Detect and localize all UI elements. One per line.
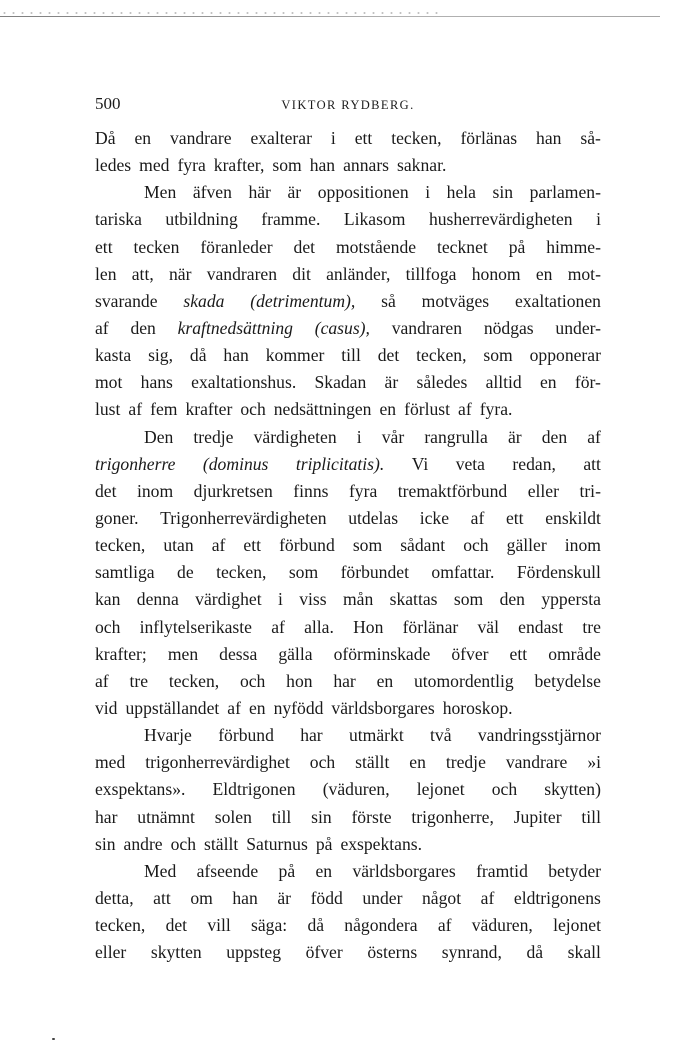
italic-word: (detrimentum),	[250, 290, 356, 311]
word: i	[596, 209, 601, 230]
word: det	[165, 915, 188, 936]
word: framme.	[261, 209, 321, 230]
word: alla.	[304, 616, 334, 637]
word: ledes	[95, 155, 132, 176]
word: förlänas	[460, 128, 518, 148]
italic-word: (casus),	[314, 317, 370, 338]
word: tecken,	[95, 535, 146, 556]
word: krafter,	[213, 155, 265, 176]
word: vandringsstjärnor	[477, 725, 601, 746]
word: att	[153, 887, 171, 908]
word: utdelas	[348, 507, 399, 528]
word: Hon	[353, 616, 384, 637]
word: framtid	[476, 860, 528, 881]
word: vår	[381, 426, 405, 447]
word: (väduren,	[322, 779, 390, 800]
word: vandraren	[206, 263, 278, 284]
text-line	[95, 396, 601, 423]
word: hans	[140, 372, 173, 393]
word: är	[384, 372, 399, 393]
word: så	[381, 290, 396, 311]
word: öfver	[451, 643, 489, 664]
text-line	[95, 831, 601, 858]
word: endast	[518, 616, 564, 637]
word: fyra	[348, 480, 378, 501]
italic-word: trigonherre	[95, 453, 176, 474]
word: när	[168, 263, 192, 284]
text-line	[95, 261, 601, 288]
word: österns	[367, 942, 418, 963]
word: vill	[207, 915, 231, 936]
text-line	[95, 749, 601, 776]
word: är	[287, 182, 302, 203]
word: betyder	[548, 860, 601, 881]
text-line	[95, 152, 601, 179]
word: uppställandet	[125, 697, 220, 718]
word: född	[310, 887, 343, 908]
word: »i	[587, 752, 601, 773]
word: viss	[299, 589, 327, 610]
word: världsborgares	[352, 860, 456, 881]
text-line	[95, 288, 601, 315]
word: skytten	[150, 942, 202, 963]
word: lust	[95, 399, 121, 420]
word: inflytelserikaste	[139, 616, 252, 637]
word: af	[211, 535, 226, 556]
word: af	[480, 887, 495, 908]
word: tremaktförbund	[397, 480, 508, 501]
text-line	[95, 315, 601, 342]
word: tecken	[133, 236, 180, 257]
word: skall	[567, 942, 601, 963]
word: världsborgares	[331, 697, 435, 718]
word: den	[541, 426, 568, 447]
word: ett	[505, 507, 524, 528]
word: husherrevärdigheten	[428, 209, 573, 230]
text-line	[95, 912, 601, 939]
word: af	[271, 616, 285, 637]
word: opponerar	[529, 345, 601, 366]
word: två	[430, 725, 452, 746]
italic-word: skada	[183, 290, 225, 311]
word: hela	[446, 182, 476, 203]
word: väl	[477, 616, 499, 637]
word: Likasom	[343, 209, 406, 230]
word: i	[330, 128, 336, 148]
word: på	[278, 860, 296, 881]
word: af	[587, 426, 601, 447]
word: sig,	[148, 345, 173, 366]
word: exaltationen	[514, 290, 601, 311]
word: Skadan	[314, 372, 367, 393]
word: tecken,	[416, 345, 467, 366]
word: enskildt	[545, 507, 601, 528]
word: Hvarje	[144, 725, 192, 746]
word: har	[95, 806, 118, 827]
word: en	[248, 697, 266, 718]
text-line	[95, 369, 601, 396]
word: saknar.	[397, 155, 447, 176]
word: mot	[95, 372, 123, 393]
word: område	[548, 643, 601, 664]
word: något	[422, 887, 462, 908]
word: på	[315, 833, 333, 854]
word: tecken,	[391, 128, 442, 148]
word: äfven	[192, 182, 232, 203]
word: till	[271, 806, 292, 827]
word: den	[499, 589, 525, 610]
word: tri-	[579, 480, 601, 501]
word: samtliga	[95, 562, 155, 583]
word: ett	[243, 535, 262, 556]
word: alltid	[485, 372, 522, 393]
word: ett	[95, 236, 113, 257]
text-line	[95, 776, 601, 803]
word: en	[376, 670, 394, 691]
word: ställt	[204, 833, 239, 854]
word: finns	[293, 480, 329, 501]
text-line	[95, 586, 601, 613]
italic-word: kraftnedsättning	[177, 317, 293, 338]
word: värdighet	[195, 589, 262, 610]
word: rangrulla	[424, 426, 488, 447]
word: förlänar	[402, 616, 459, 637]
word: yppersta	[541, 589, 601, 610]
text-line	[95, 478, 601, 505]
word: har	[333, 670, 356, 691]
word: att	[583, 453, 601, 474]
word: himme-	[546, 236, 601, 257]
word: exspektans.	[340, 833, 423, 854]
word: sådant	[400, 535, 446, 556]
word: utbildning	[165, 209, 238, 230]
word: ett	[354, 128, 373, 148]
running-title: VIKTOR RYDBERG.	[281, 98, 415, 112]
word: har	[300, 725, 323, 746]
word: sin	[95, 833, 116, 854]
word: som	[453, 589, 484, 610]
word: Vi	[411, 453, 429, 474]
word: exaltationshus.	[191, 372, 297, 393]
word: utan	[163, 535, 194, 556]
word: trigonherre,	[411, 806, 494, 827]
word: ett	[509, 643, 528, 664]
word: på	[508, 236, 526, 257]
word: som	[272, 155, 302, 176]
word: han	[309, 155, 336, 176]
word: gäller	[506, 535, 547, 556]
word: vid	[95, 697, 118, 718]
word: tariska	[95, 209, 142, 230]
word: Med	[144, 860, 177, 881]
word: och	[240, 399, 266, 420]
word: Fördenskull	[516, 562, 601, 583]
word: utomordentlig	[414, 670, 514, 691]
word: tredje	[193, 426, 234, 447]
word: lejonet	[553, 915, 601, 936]
word: djurkretsen	[193, 480, 273, 501]
word: väduren,	[471, 915, 533, 936]
word: skattas	[389, 589, 438, 610]
word: af	[95, 317, 109, 338]
text-line	[95, 234, 601, 261]
word: men	[167, 643, 199, 664]
word: sin	[311, 806, 332, 827]
word: oppositionen	[317, 182, 409, 203]
word: säga:	[251, 915, 288, 936]
word: af	[95, 670, 109, 691]
word: fem	[150, 399, 178, 420]
word: vandrare	[169, 128, 232, 148]
running-head	[95, 94, 601, 114]
word: förbund	[279, 535, 335, 556]
word: af	[470, 507, 485, 528]
word: tecken,	[216, 562, 267, 583]
text-line	[95, 668, 601, 695]
word: vandrare	[505, 752, 568, 773]
word: han	[223, 345, 249, 366]
text-line	[95, 451, 601, 478]
word: förlust	[404, 399, 451, 420]
book-page	[95, 94, 601, 966]
text-line	[95, 695, 601, 722]
word: parlamen-	[529, 182, 601, 203]
word: tre	[582, 616, 601, 637]
word: krafter	[185, 399, 233, 420]
text-line	[95, 939, 601, 966]
word: Den	[144, 426, 174, 447]
word: eldtrigonens	[513, 887, 601, 908]
word: Trigonherrevärdigheten	[160, 507, 327, 528]
word: denna	[136, 589, 179, 610]
italic-word: (dominus	[202, 453, 269, 474]
text-line	[95, 206, 601, 233]
word: anländer,	[326, 263, 391, 284]
word: det	[293, 236, 316, 257]
word: de	[177, 562, 194, 583]
word: tillfoga	[405, 263, 457, 284]
word: eller	[527, 480, 559, 501]
word: en	[134, 128, 152, 148]
word: honom	[471, 263, 521, 284]
word: är	[507, 426, 522, 447]
word: och	[95, 616, 121, 637]
word: Saturnus	[246, 833, 308, 854]
word: vandraren	[391, 317, 463, 338]
word: Men	[144, 182, 177, 203]
word: mot-	[567, 263, 601, 284]
word: är	[277, 887, 291, 908]
word: af	[227, 697, 241, 718]
word: då	[526, 942, 544, 963]
word: redan,	[512, 453, 556, 474]
word: med	[95, 752, 126, 773]
word: under	[362, 887, 403, 908]
word: utmärkt	[348, 725, 404, 746]
word: fyra	[177, 155, 206, 176]
word: för-	[574, 372, 601, 393]
word: så-	[580, 128, 601, 148]
word: Jupiter	[513, 806, 562, 827]
word: omfattar.	[431, 562, 495, 583]
word: som	[483, 345, 513, 366]
word: att,	[131, 263, 154, 284]
word: det	[95, 480, 117, 501]
word: utnämnt	[137, 806, 195, 827]
word: i	[356, 426, 362, 447]
word: uppsteg	[226, 942, 282, 963]
word: inom	[564, 535, 601, 556]
word: till	[581, 806, 601, 827]
word: tecken,	[95, 915, 146, 936]
word: skytten)	[544, 779, 601, 800]
word: den	[130, 317, 156, 338]
text-line	[95, 858, 601, 885]
word: af	[458, 399, 472, 420]
word: Eldtrigonen	[212, 779, 296, 800]
word: tre	[129, 670, 149, 691]
word: dessa	[219, 643, 258, 664]
word: tredje	[445, 752, 486, 773]
word: han	[232, 887, 258, 908]
text-line	[95, 885, 601, 912]
text-line	[95, 559, 601, 586]
word: en	[409, 752, 426, 773]
word: föranleder	[200, 236, 273, 257]
word: och	[491, 779, 518, 800]
word: nyfödd	[273, 697, 324, 718]
word: i	[277, 589, 283, 610]
word: ställt	[355, 752, 390, 773]
text-line	[95, 179, 601, 206]
word: tecken,	[168, 670, 220, 691]
text-line	[95, 804, 601, 831]
word: en	[315, 860, 333, 881]
word: och	[463, 535, 489, 556]
word: då	[307, 915, 325, 936]
word: solen	[214, 806, 252, 827]
text-line	[95, 125, 601, 152]
word: annars	[343, 155, 390, 176]
word: krafter;	[95, 643, 147, 664]
word: len	[95, 263, 117, 284]
word: kommer	[265, 345, 325, 366]
text-line	[95, 614, 601, 641]
word: mån	[342, 589, 374, 610]
word: som	[288, 562, 319, 583]
text-line	[95, 505, 601, 532]
word: af	[128, 399, 143, 420]
word: under-	[555, 317, 601, 338]
word: af	[437, 915, 452, 936]
word: gälla	[278, 643, 313, 664]
word: goner.	[95, 507, 139, 528]
word: dit	[292, 263, 311, 284]
word: om	[190, 887, 213, 908]
word: motstående	[335, 236, 417, 257]
italic-word: triplicitatis).	[295, 453, 385, 474]
word: han	[536, 128, 562, 148]
word: exspektans».	[95, 779, 186, 800]
body-text	[95, 125, 601, 966]
text-line	[95, 532, 601, 559]
word: öfver	[305, 942, 343, 963]
word: synrand,	[441, 942, 502, 963]
word: svarande	[95, 290, 158, 311]
word: som	[352, 535, 383, 556]
word: hon	[286, 670, 313, 691]
page-number: 500	[95, 94, 121, 113]
word: horoskop.	[442, 697, 513, 718]
word: någondera	[344, 915, 418, 936]
word: veta	[455, 453, 485, 474]
word: sin	[492, 182, 514, 203]
word: detta,	[95, 887, 134, 908]
word: och	[309, 752, 336, 773]
word: då	[189, 345, 207, 366]
word: nedsättningen	[273, 399, 372, 420]
text-line	[95, 641, 601, 668]
word: med	[139, 155, 170, 176]
word: eller	[95, 942, 127, 963]
text-line	[95, 722, 601, 749]
text-line	[95, 424, 601, 451]
word: förste	[351, 806, 392, 827]
word: lejonet	[416, 779, 465, 800]
word: kan	[95, 589, 121, 610]
word: i	[425, 182, 431, 203]
word: inom	[136, 480, 174, 501]
word: icke	[419, 507, 450, 528]
word: och	[239, 670, 266, 691]
word: värdigheten	[253, 426, 337, 447]
scan-speck	[52, 1038, 55, 1040]
word: det	[377, 345, 400, 366]
text-line	[95, 342, 601, 369]
word: en	[540, 372, 557, 393]
word: motväges	[421, 290, 490, 311]
word: afseende	[196, 860, 259, 881]
word: tecknet	[436, 236, 488, 257]
word: fyra.	[479, 399, 513, 420]
word: nödgas	[483, 317, 534, 338]
word: betydelse	[534, 670, 601, 691]
word: förbundet	[340, 562, 409, 583]
word: en	[379, 399, 397, 420]
word: andre	[123, 833, 163, 854]
scan-edge-line	[0, 16, 660, 17]
word: här	[248, 182, 271, 203]
word: således	[416, 372, 468, 393]
word: förbund	[218, 725, 274, 746]
word: Då	[95, 128, 116, 148]
word: trigonherrevärdighet	[145, 752, 290, 773]
word: till	[341, 345, 361, 366]
word: exalterar	[250, 128, 312, 148]
word: oförminskade	[333, 643, 431, 664]
word: och	[170, 833, 197, 854]
word: en	[535, 263, 553, 284]
word: kasta	[95, 345, 132, 366]
